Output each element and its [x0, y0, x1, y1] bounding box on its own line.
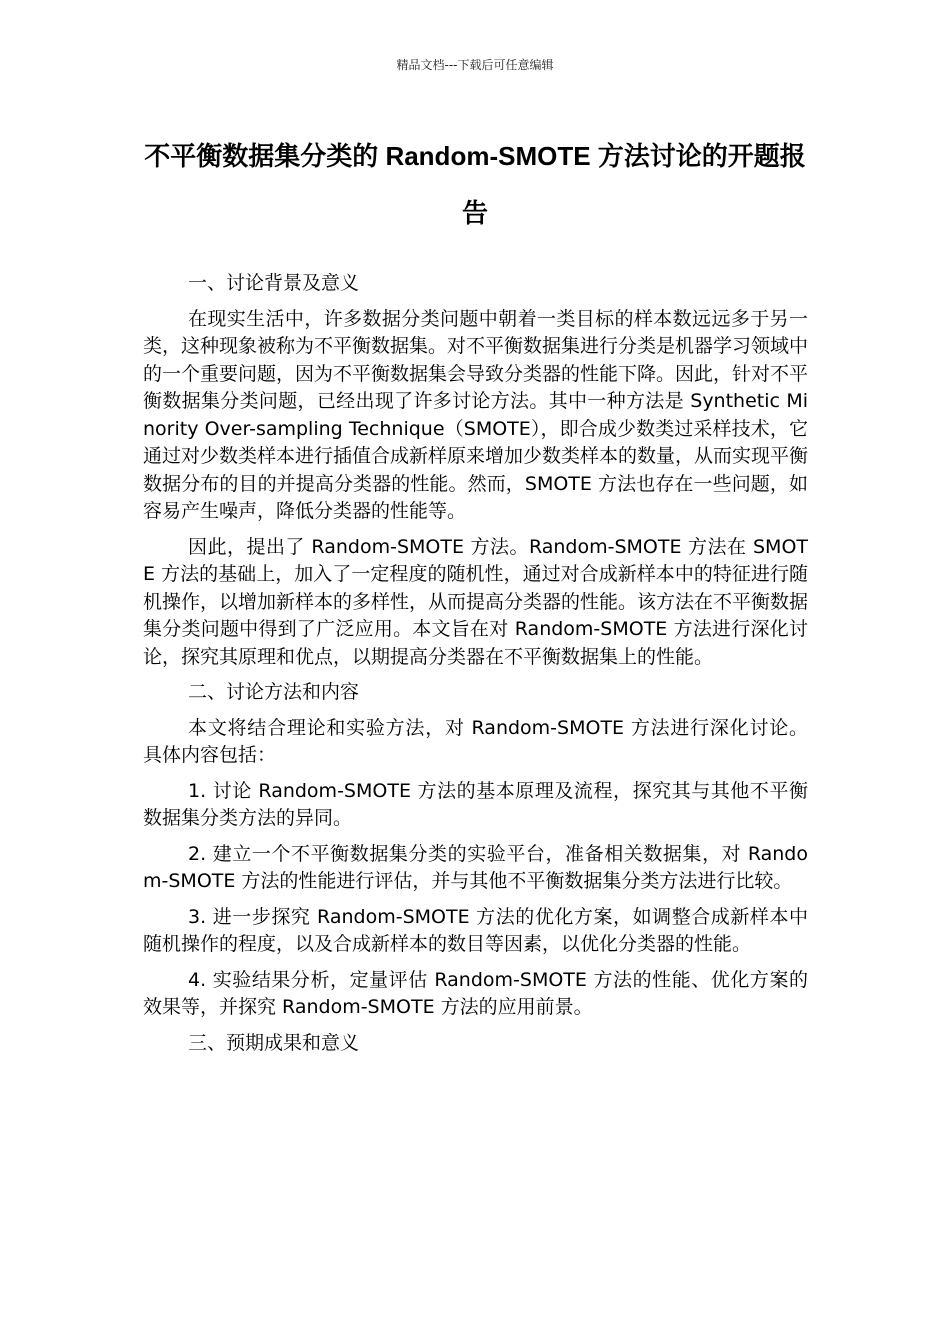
- methods-item-2: 2. 建立一个不平衡数据集分类的实验平台，准备相关数据集，对 Random-SMOTE 方法的性能进行评估，并与其他不平衡数据集分类方法进行比较。: [143, 842, 808, 892]
- background-paragraph-2: 因此，提出了 Random-SMOTE 方法。Random-SMOTE 方法在 SMOTE 方法的基础上，加入了一定程度的随机性，通过对合成新样本中的特征进行随机操作，以增加新样本的多样性，从而提高分类器的性能。该方法在不平衡数据集分类问题中得到了广泛应用。本文旨在对 Random-SMOTE 方法进行深化讨论，探究其原理和优点，以期提高分类器在不平衡数据集上的性能。: [143, 535, 809, 668]
- section-heading-background: 一、讨论背景及意义: [188, 272, 360, 294]
- section-heading-methods: 二、讨论方法和内容: [188, 681, 360, 703]
- methods-intro-paragraph: 本文将结合理论和实验方法，对 Random-SMOTE 方法进行深化讨论。具体内容包括：: [143, 716, 808, 766]
- document-title: 不平衡数据集分类的 Random-SMOTE 方法讨论的开题报告: [144, 141, 806, 228]
- methods-item-3: 3. 进一步探究 Random-SMOTE 方法的优化方案，如调整合成新样本中随机操作的程度，以及合成新样本的数目等因素，以优化分类器的性能。: [143, 905, 808, 955]
- section-heading-outcomes: 三、预期成果和意义: [188, 1031, 360, 1054]
- background-paragraph-1: 在现实生活中，许多数据分类问题中朝着一类目标的样本数远远多于另一类，这种现象被称为不平衡数据集。对不平衡数据集进行分类是机器学习领域中的一个重要问题，因为不平衡数据集会导致分类器的性能下降。因此，针对不平衡数据集分类问题，已经出现了许多讨论方法。其中一种方法是 Synthetic Minority Over-sampling Technique（SMOTE），即合成少数类过采样技术，它通过对少数类样本进行插值合成新样原来增加少数类样本的数量，从而实现平衡数据分布的目的并提高分类器的性能。然而，SMOTE 方法也存在一些问题，如容易产生噪声，降低分类器的性能等。: [143, 307, 809, 522]
- header-note: 精品文档---下载后可任意编辑: [396, 58, 554, 72]
- methods-item-1: 1. 讨论 Random-SMOTE 方法的基本原理及流程，探究其与其他不平衡数据集分类方法的异同。: [143, 779, 808, 829]
- document-body: [143, 270, 808, 1065]
- methods-item-4: 4. 实验结果分析，定量评估 Random-SMOTE 方法的性能、优化方案的效果等，并探究 Random-SMOTE 方法的应用前景。: [143, 968, 808, 1018]
